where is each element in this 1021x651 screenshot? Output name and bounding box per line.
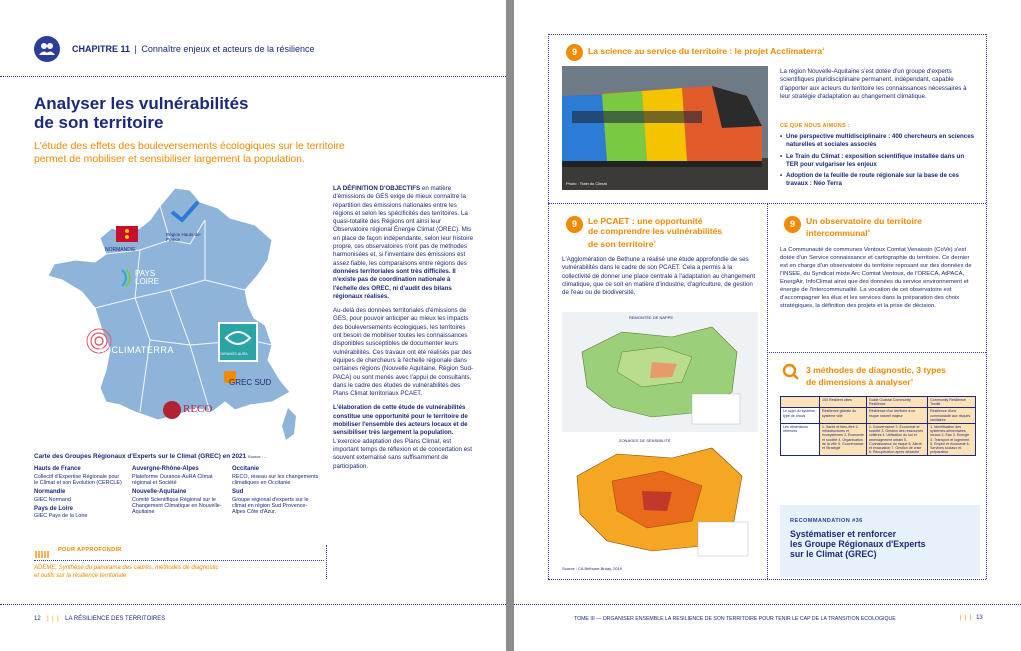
table-cell: 1. Santé et bien-être 2. Infrastructures et écosystèmes 3. Économie et société 4. Organisation de la ville 5. Gouvernance et Stratégie	[820, 424, 867, 456]
box1-badge-icon	[566, 44, 583, 61]
box2-title-line: Le PCAET : une opportunité	[588, 216, 703, 226]
intro-text	[34, 140, 345, 166]
para3-bold: L'élaboration de cette étude de vulnérabilités constitue une opportunité pour le territoire de mobiliser l'ensemble des acteurs locaux et de sensibiliser très largement la population.	[333, 404, 468, 437]
map-source: Source : ...	[247, 454, 268, 459]
map2-title: ZONAGES DE SENSIBILITÉ	[619, 438, 671, 443]
box2-sup: 2	[653, 238, 656, 244]
box1-aim-label: CE QUE NOUS AIMONS :	[780, 123, 850, 129]
table-cell: Résilience d'une communauté aux risques sanitaires	[928, 408, 976, 424]
legend-text: Plateforme Ouranos-AuRA Climat régional et Société	[132, 473, 213, 486]
map-label-reco: RECO	[183, 403, 213, 415]
photo-caption: Photo : Train du Climat	[566, 181, 607, 186]
table-header: Community Resilience Toolkit	[928, 397, 976, 408]
box3-badge-icon	[784, 216, 801, 233]
map-label-normandie: NORMANDIE	[105, 247, 136, 253]
badge-number: 9	[789, 219, 795, 229]
box1-title-text: La science au service du territoire : le projet Acclimaterra	[588, 46, 823, 56]
table-cell: 1. Identification des systèmes alimentaires locaux 2. Eau 3. Énergie 4. Transport et logement 5. Emploi et économie 6. Services sociaux et préparation	[928, 424, 976, 456]
table-header-row	[781, 397, 976, 408]
normandie-flag-icon	[116, 226, 138, 242]
recommendation-label: RECOMMANDATION #36	[790, 518, 863, 524]
box3-title	[806, 216, 922, 239]
page-number: 12	[34, 616, 41, 622]
recommendation-line: sur le Climat (GREC)	[790, 549, 877, 559]
box1-title	[588, 46, 824, 56]
map-caption	[34, 453, 267, 460]
para1-bold: données territoriales sont très difficiles. Il n'existe pas de coordination nationale à l'échelle des OREC, ni d'audit des bilans régionaux réalisés.	[333, 267, 456, 300]
reco-logo-icon	[163, 401, 181, 419]
recommendation-line: les Groupe Régionaux d'Experts	[790, 539, 926, 549]
footer-logo-icon: ❘❘❘	[45, 616, 61, 622]
footer-logo-icon: ❘❘❘	[958, 615, 974, 621]
legend-text: GIEC Normand	[34, 496, 71, 503]
box4-title-line: de dimensions à analyser	[806, 377, 911, 388]
header-divider	[0, 76, 506, 77]
map-label-hauts-de-france: Région Hauts-de-France	[166, 232, 202, 242]
frame-bottom	[548, 579, 986, 580]
right-page	[514, 0, 1021, 651]
badge-number: 9	[571, 219, 577, 229]
table-header	[781, 397, 820, 408]
legend-head: Sud	[232, 489, 244, 495]
map-label-pays-loire: PAYS LOIRE	[135, 269, 160, 286]
table-header: Guide Coastal Community Resilience	[866, 397, 927, 408]
footer-title: TOME III — ORGANISER ENSEMBLE LA RESILIENCE DE SON TERRITOIRE POUR TENIR LE CAP DE LA TRANSITION ECOLOGIQUE	[574, 616, 896, 622]
box4-title-line: 3 méthodes de diagnostic, 3 types	[806, 365, 946, 375]
legend-text: Groupe régional d'experts sur le climat en région Sud Provence-Alpes Côte d'Azur.	[232, 496, 309, 515]
nappe-map	[562, 312, 758, 432]
footer-divider	[514, 604, 1021, 605]
train-photo	[562, 66, 768, 190]
chapter-title: Connaître enjeux et acteurs de la résilience	[141, 44, 315, 54]
legend-text: Comité Scientifique Régional sur le Changement Climatique en Nouvelle-Aquitaine	[132, 496, 222, 515]
map-label-ouranos: OURANOS-AURA	[219, 352, 248, 356]
box2-title-line: de comprendre les vulnérabilités	[588, 226, 723, 237]
page-number: 13	[976, 615, 983, 621]
frame-right	[986, 34, 987, 579]
box3-sup: 3	[867, 228, 870, 234]
ouranos-logo-icon	[218, 322, 258, 362]
recommendation-line: Systématiser et renforcer	[790, 529, 897, 539]
map-label-grec-sud: GREC SUD	[229, 378, 272, 387]
para3-text: L'exercice adaptation des Plans Climat, est important temps de réflexion et de concertation est souvent externalisé sans suffisamment de participation.	[333, 437, 472, 470]
para1-lead: LA DÉFINITION D'OBJECTIFS	[333, 185, 421, 192]
box3-paragraph: La Communauté de communes Ventoux Comtat Venaissin (CoVe) s'est dotée d'un Service connaissance et cartographie du territoire. Ce dernier est en charge d'un observatoire du territoire reposant sur des données de l'INSEE, du Syndicat mixte Arc Comtat Ventoux, de l'ORECA, AtPACA, EnergAir, InfoClimat ainsi que des données du service environnement et énergie de l'intercommunalité. La vocation de cet observatoire est d'accompagner les élus et les services dans la préparation des choix stratégiques, la définition des projets et la prise de décision.	[780, 247, 972, 309]
aim-item: • Une perspective multidisciplinaire : 400 chercheurs en sciences naturelles et sociales associés	[780, 133, 976, 150]
footer-title: LA RÉSILIENCE DES TERRITOIRES	[65, 616, 166, 622]
box1-paragraph: La région Nouvelle-Aquitaine s'est dotée d'un groupe d'experts scientifiques pluridisciplinaire permanent, indépendant, capable d'apporter aux acteurs du territoire les connaissances nécessaires à leur stratégie d'adaptation au changement climatique.	[780, 68, 967, 100]
map-caption-text: Carte des Groupes Régionaux d'Experts sur le Climat (GREC) en 2021	[34, 453, 247, 460]
box3-title-line: Un observatoire du territoire	[806, 216, 923, 226]
approfondir-icon	[34, 546, 52, 555]
chapter-sep: |	[134, 44, 137, 54]
badge-number: 9	[571, 47, 577, 57]
table-header: 100 Resilient cities	[820, 397, 867, 408]
legend-head: Auvergne-Rhône-Alpes	[132, 466, 199, 472]
frame-left	[548, 34, 549, 579]
left-page	[0, 0, 506, 651]
pays-loire-logo-icon	[120, 268, 134, 288]
paragraph-3	[333, 404, 473, 470]
box2-paragraph: L'Agglomération de Bethune a réalisé une étude approfondie de ses vulnérabilités dans le cadre de son PCAET. Cela a permis à la collectivité de donner une place centrale à l'adaptation au changement climatique, que ce soit en matière d'industrie, d'agriculture, de gestion de l'eau ou de biodiversité.	[562, 256, 756, 297]
hauts-de-france-logo-icon	[168, 198, 202, 224]
aim-item: • Le Train du Climat : exposition scientifique installée dans un TER pour vulgariser les enjeux	[780, 153, 976, 170]
para1-text: en matière d'émissions de GES exige de mieux connaître la répartition des émissions nationales entre les régions et selon les spécificités des territoires. La quasi-totalité des Régions ont ainsi leur Observatoire régional Énergie Climat (OREC). Mis en place de façon indépendante, selon leur histoire propre, ces observatoires n'ont pas de méthodes harmonisées et, si l'inventaire des émissions est assez fiable, les comparaisons entre régions des	[333, 185, 474, 267]
box2-source: Source : CA Béthune-Bruay, 2019	[562, 566, 622, 571]
table-row	[781, 408, 976, 424]
approfondir-label: POUR APPROFONDIR	[58, 547, 122, 553]
chapter-header	[72, 44, 315, 54]
column-divider	[326, 545, 327, 579]
chapter-label: CHAPITRE 11	[72, 44, 131, 54]
legend-head: Pays de Loire	[34, 505, 74, 512]
sensibilite-map	[562, 436, 758, 564]
legend-col-2	[132, 466, 224, 515]
legend-col-3	[232, 466, 320, 515]
paragraph-1	[333, 185, 473, 301]
box-divider-2	[767, 352, 986, 353]
box1-sup: 1	[822, 46, 825, 52]
title-line-2: de son territoire	[34, 113, 164, 132]
page-title	[34, 94, 249, 132]
legend-text: RECO, réseau sur les changements climatiques en Occitanie	[232, 473, 319, 486]
box1-aims	[780, 133, 976, 192]
approfondir-divider	[34, 560, 324, 561]
recommendation-box	[780, 505, 980, 577]
table-cell: Le sujet du système, type de chocs	[781, 408, 820, 424]
table-row	[781, 424, 976, 456]
box4-title	[806, 365, 946, 388]
legend-col-1	[34, 466, 122, 520]
table-cell: Résilience d'un territoire à un risque naturel majeur	[866, 408, 927, 424]
map-label-acclimaterra: ACCLIMATERRA	[98, 345, 174, 355]
diagnostic-table	[780, 396, 976, 456]
frame-top	[548, 34, 986, 35]
legend-head: Normandie	[34, 489, 66, 495]
approfondir-link[interactable]: ADEME, Synthèse du panorama des cadres, méthodes de diagnostic et outils sur la résilience territoriale	[34, 565, 219, 579]
legend-head: Occitanie	[232, 466, 260, 472]
recommendation-title	[790, 529, 926, 559]
footer-divider	[0, 604, 506, 605]
box2-title	[588, 216, 722, 249]
right-footer-num	[958, 614, 983, 621]
legend-head: Hauts de France	[34, 466, 81, 472]
table-cell: 1. Gouvernance 2. Économie et société 3. Gestion des ressources côtières 4. Utilisation du sol et aménagement urbain 5. Connaissance du risque 6. Alerte et évacuation 7. Gestion de crise 8. Récupération après désastre	[866, 424, 927, 456]
left-footer	[34, 615, 165, 622]
map1-title: REMONTÉE DE NAPPE	[629, 315, 674, 320]
box4-sup: 4	[910, 377, 913, 383]
intro-line-2: permet de mobiliser et sensibiliser largement la population.	[34, 154, 305, 165]
table-cell: Les dimensions retenues	[781, 424, 820, 456]
body-column	[333, 185, 473, 471]
box-divider-v	[767, 203, 768, 579]
legend-text: GIEC Pays de la Loire	[34, 513, 88, 520]
paragraph-2: Au-delà des données territoriales d'émissions de GES, pour pouvoir anticiper au mieux les impacts des bouleversements écologiques, les territoires ont besoin de mobiliser toutes les connaissances disponibles susceptibles de documenter leurs vulnérabilités. Ces travaux ont été réalisés par des équipes de chercheurs à l'échelle régionale dans certaines régions (Nouvelle Aquitaine, Région Sud-PACA) ou sont menés avec l'appui de consultants, dans le cadre des études de vulnérabilités des Plans Climat territoriaux PCAET.	[333, 307, 473, 398]
people-icon	[34, 36, 60, 62]
box2-title-line: de son territoire	[588, 238, 654, 249]
table-cell: Résilience globale du système ville	[820, 408, 867, 424]
box2-badge-icon	[566, 216, 583, 233]
legend-text: Collectif d'Expertise Régionale pour le Climat et son Évolution (CERCLE)	[34, 473, 122, 486]
legend-head: Nouvelle-Aquitaine	[132, 489, 187, 495]
box3-title-line: intercommunal	[806, 228, 868, 239]
aim-item: • Adoption de la feuille de route régionale sur la base de ces travaux : Néo Terra	[780, 172, 976, 189]
title-line-1: Analyser les vulnérabilités	[34, 94, 249, 113]
intro-line-1: L'étude des effets des bouleversements écologiques sur le territoire	[34, 141, 345, 152]
magnifier-icon	[782, 363, 800, 381]
